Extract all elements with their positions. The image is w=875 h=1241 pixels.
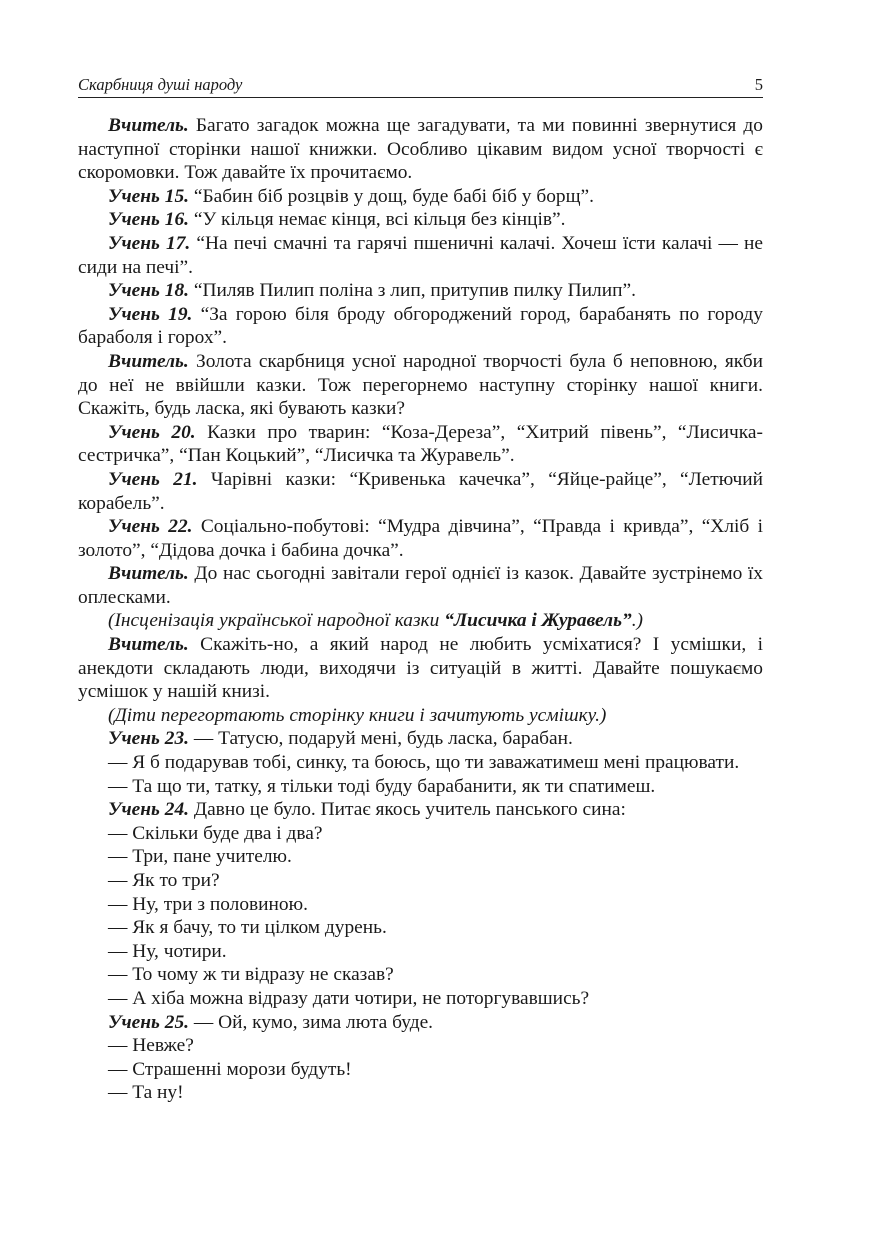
dialog-line: — Невже? xyxy=(108,1035,194,1057)
paragraph xyxy=(78,562,763,609)
speaker-label: Учень 22. xyxy=(108,516,193,538)
paragraph xyxy=(78,114,763,185)
dialog-line: — То чому ж ти відразу не сказав? xyxy=(108,964,394,986)
paragraph xyxy=(78,421,763,468)
dialog-line: — Три, пане учителю. xyxy=(108,846,292,868)
speaker-label: Учень 17. xyxy=(108,232,191,254)
paragraph xyxy=(78,208,763,232)
speaker-label: Вчитель. xyxy=(108,634,189,656)
paragraph xyxy=(78,633,763,704)
dialog-line: — Страшенні морози будуть! xyxy=(108,1058,352,1080)
paragraph xyxy=(78,515,763,562)
paragraph xyxy=(78,279,763,303)
dialog-line: — Ну, чотири. xyxy=(108,940,227,962)
stage-direction: (Діти перегортають сторінку книги і зачитують усмішку.) xyxy=(108,704,607,726)
page-number: 5 xyxy=(754,75,763,94)
paragraph xyxy=(78,1011,763,1035)
dialog-line: — Та що ти, татку, я тільки тоді буду барабанити, як ти спатимеш. xyxy=(108,775,656,797)
paragraph-text: Золота скарбниця усної народної творчості була б неповною, якби до неї не ввійшли казки. Тож перегорнемо наступну сторінку нашої книги. Скажіть, будь ласка, які бувають казки? xyxy=(78,350,763,420)
dialog-line: — Як то три? xyxy=(108,870,220,891)
stage-direction-text: (Інсценізація української народної казки xyxy=(108,610,445,632)
paragraph-text: “На печі смачні та гарячі пшеничні калачі. Хочеш їсти калачі — не сиди на печі”. xyxy=(78,232,763,278)
book-page xyxy=(78,74,763,1105)
paragraph-text: Чарівні казки: “Кривенька качечка”, “Яйце-райце”, “Летючий корабель”. xyxy=(78,468,764,514)
paragraph-text: Давно це було. Питає якось учитель панського сина: xyxy=(189,799,626,821)
speaker-label: Учень 16. xyxy=(108,209,189,231)
running-title: Скарбниця душі народу xyxy=(78,75,243,94)
speaker-label: Вчитель. xyxy=(108,563,189,585)
paragraph xyxy=(78,232,763,279)
page-body xyxy=(78,114,763,1105)
speaker-label: Учень 25. xyxy=(108,1011,189,1033)
paragraph-text: “За горою біля броду обгороджений город, барабанять по городу бараболя і горох”. xyxy=(78,303,763,349)
running-header xyxy=(78,74,763,98)
stage-direction xyxy=(78,609,763,633)
stage-direction-title: “Лисичка і Журавель” xyxy=(444,610,632,632)
paragraph-text: Скажіть-но, а який народ не любить усміхатися? І усмішки, і анекдоти складають люди, виходячи із ситуацій в житті. Давайте пошукаємо усмішок у нашій книзі. xyxy=(78,634,763,703)
dialog-line: — А хіба можна відразу дати чотири, не поторгувавшись? xyxy=(108,987,590,1009)
dialog-line: — Скільки буде два і два? xyxy=(108,822,323,844)
speaker-label: Учень 21. xyxy=(108,468,198,490)
paragraph xyxy=(78,185,763,209)
paragraph-text: “Пиляв Пилип поліна з лип, притупив пилку Пилип”. xyxy=(189,280,636,302)
dialog-line: — Я б подарував тобі, синку, та боюсь, що ти заважатимеш мені працювати. xyxy=(108,752,740,774)
paragraph xyxy=(78,303,763,350)
speaker-label: Учень 15. xyxy=(108,185,189,207)
dialog-line: — Як я бачу, то ти цілком дурень. xyxy=(108,917,387,939)
paragraph-text: “Бабин біб розцвів у дощ, буде бабі біб у борщ”. xyxy=(189,185,594,207)
paragraph xyxy=(78,468,763,515)
paragraph-text: Соціально-побутові: “Мудра дівчина”, “Правда і кривда”, “Хліб і золото”, “Дідова дочка і бабина дочка”. xyxy=(78,516,763,561)
speaker-label: Учень 18. xyxy=(108,280,189,302)
speaker-label: Вчитель. xyxy=(108,350,189,372)
paragraph xyxy=(78,350,763,421)
speaker-label: Учень 19. xyxy=(108,303,193,325)
paragraph-text: — Ой, кумо, зима люта буде. xyxy=(189,1011,434,1033)
paragraph-text: Багато загадок можна ще загадувати, та ми повинні звернутися до наступної сторінки нашої книжки. Особливо цікавим видом усної творчості є скоромовки. Тож давайте їх прочитаємо. xyxy=(78,115,763,184)
paragraph-text: — Татусю, подаруй мені, будь ласка, барабан. xyxy=(189,728,573,750)
paragraph-text: До нас сьогодні завітали герої однієї із казок. Давайте зустрінемо їх оплесками. xyxy=(78,563,763,608)
stage-direction-suffix: .) xyxy=(631,610,643,632)
speaker-label: Учень 23. xyxy=(108,728,189,750)
speaker-label: Учень 24. xyxy=(108,799,189,821)
paragraph xyxy=(78,727,763,751)
dialog-line: — Та ну! xyxy=(108,1082,184,1104)
speaker-label: Учень 20. xyxy=(108,421,196,443)
paragraph-text: “У кільця немає кінця, всі кільця без кінців”. xyxy=(189,209,566,231)
paragraph-text: Казки про тварин: “Коза-Дереза”, “Хитрий півень”, “Лисичка-сестричка”, “Пан Коцький”, “Лисичка та Журавель”. xyxy=(78,421,763,467)
speaker-label: Вчитель. xyxy=(108,115,189,136)
paragraph xyxy=(78,798,763,822)
dialog-line: — Ну, три з половиною. xyxy=(108,893,308,915)
